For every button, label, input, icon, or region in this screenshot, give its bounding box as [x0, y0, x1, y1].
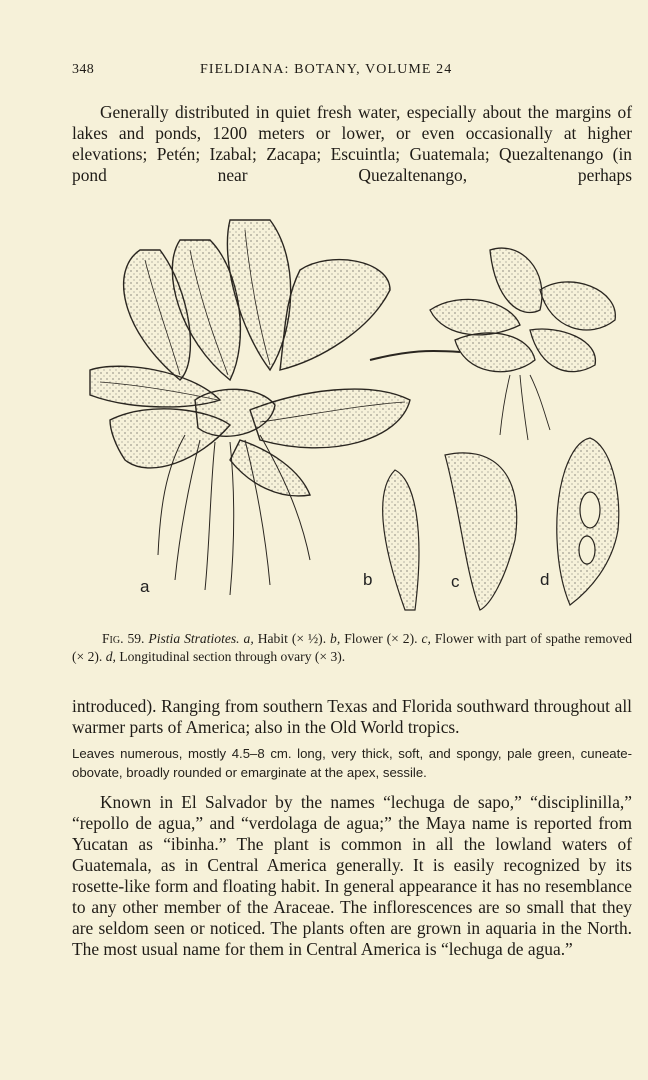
habit-rosette [90, 220, 410, 496]
figure-illustration [70, 210, 630, 615]
paragraph-distribution: Generally distributed in quiet fresh water, especially about the margins of lakes and ponds, 1200 meters or lower, or even occasionally at higher elevations; Petén; Izabal; Zacapa; Escuintla; Guatemala; Quezaltenango (in pond near Quezaltenango, perhaps [72, 102, 632, 185]
paragraph-description: Leaves numerous, mostly 4.5–8 cm. long, very thick, soft, and spongy, pale green, cuneate-obovate, broadly rounded or emarginate at the apex, sessile. [72, 746, 632, 780]
running-title: FIELDIANA: BOTANY, VOLUME 24 [200, 62, 453, 77]
caption-letter-a: a, [243, 631, 254, 646]
paragraph-range: introduced). Ranging from southern Texas and Florida southward throughout all warmer parts of America; also in the Old World tropics. [72, 696, 632, 737]
figure-caption [72, 630, 632, 666]
caption-letter-b: b, [330, 631, 341, 646]
panel-label-c: c [451, 572, 460, 591]
caption-text-a: Habit (× ½). [253, 631, 331, 646]
caption-text-c: Flower with part of spathe removed (× 2). [72, 631, 632, 664]
panel-label-b: b [363, 570, 373, 589]
paragraph-common-names: Known in El Salvador by the names “lechuga de sapo,” “disciplinilla,” “repollo de agua,” and “verdolaga de agua;” the Maya name is reported from Yucatan as “ibinha.” The plant is common in all the lowland waters of Guatemala, as in Central America generally. It is easily recognized by its rosette-like form and floating habit. In general appearance it has no resemblance to any other member of the Araceae. The inflorescences are so small that they are seldom seen or noticed. The plants often are grown in aquaria in the North. The most usual name for them in Central America is “lechuga de agua.” [72, 792, 632, 959]
panel-label-a: a [140, 577, 150, 596]
page-number: 348 [72, 62, 95, 77]
caption-text-d: Longitudinal section through ovary (× 3). [115, 649, 346, 664]
figure-number: Fig. 59. [102, 631, 145, 646]
caption-letter-d: d, [105, 649, 116, 664]
caption-text-b: Flower (× 2). [340, 631, 422, 646]
species-name: Pistia Stratiotes. [148, 631, 240, 646]
caption-letter-c: c, [421, 631, 431, 646]
flower-b [383, 470, 419, 610]
offshoot-rosette [430, 248, 615, 372]
ovary-section-d [557, 438, 619, 605]
panel-label-d: d [540, 570, 550, 589]
